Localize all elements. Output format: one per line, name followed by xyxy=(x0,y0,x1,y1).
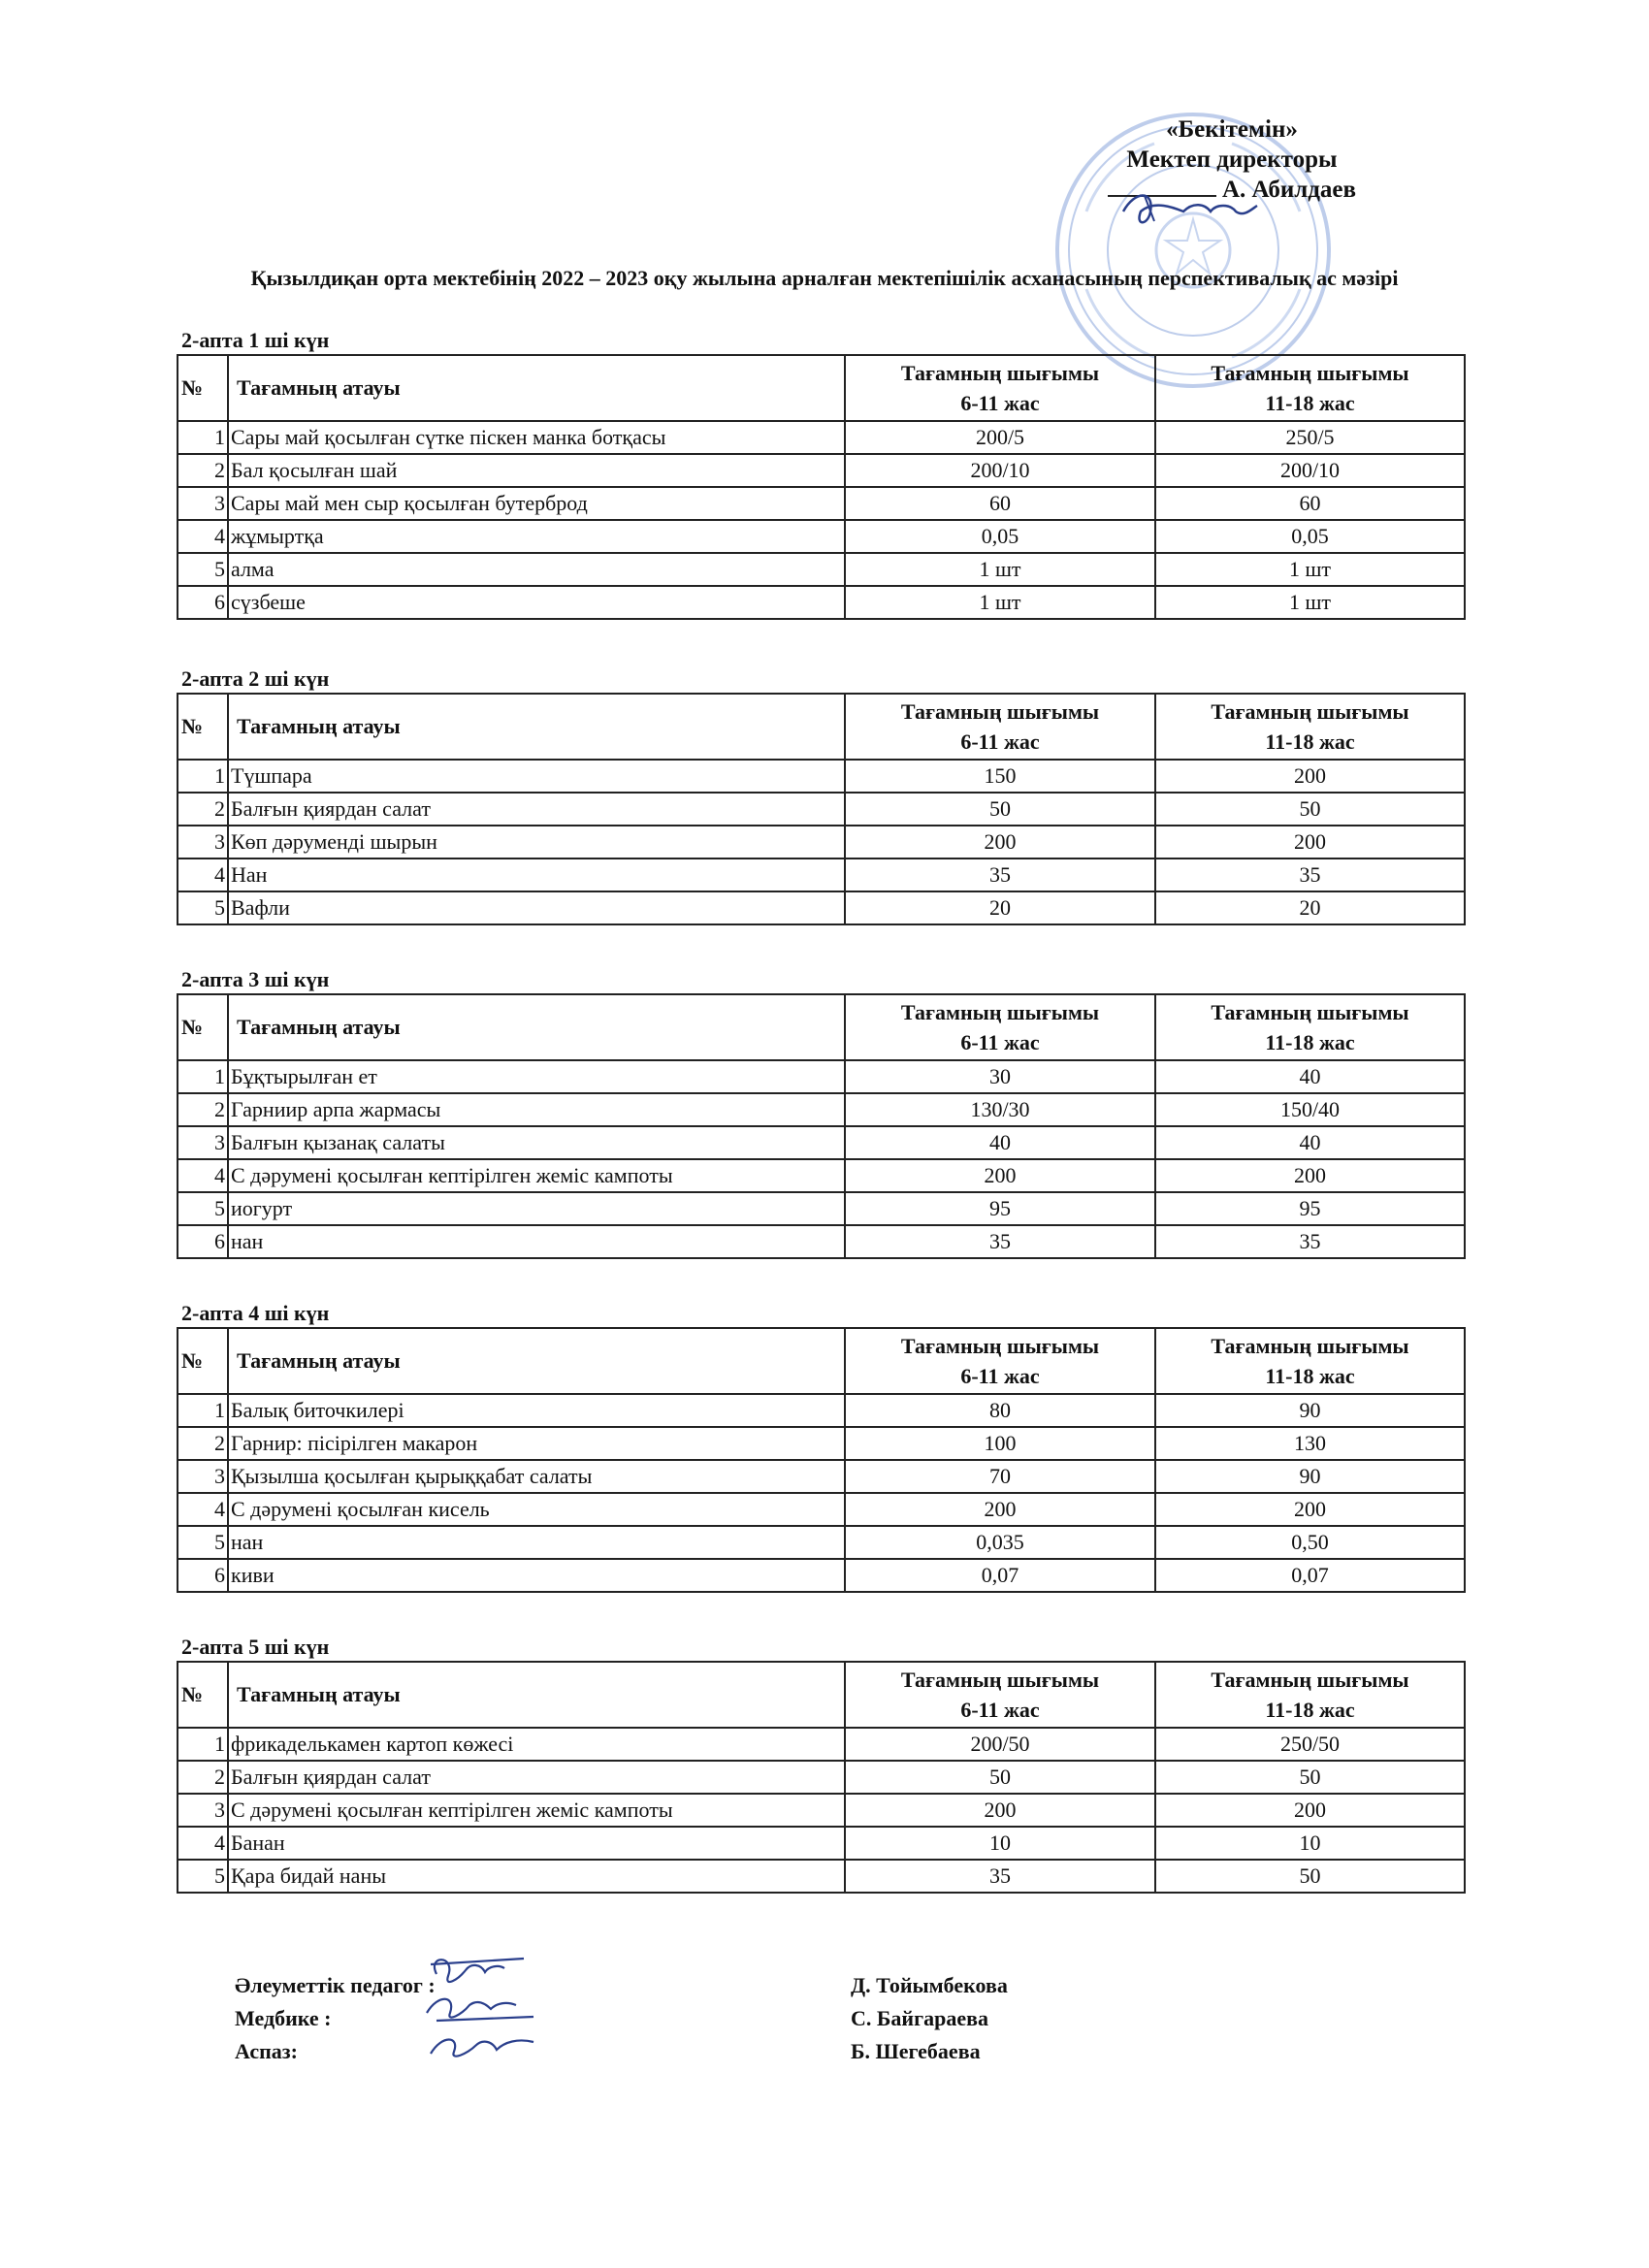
portion-11-18: 250/50 xyxy=(1155,1728,1465,1761)
dish-name: киви xyxy=(228,1559,845,1592)
header-line: Тағамның шығымы xyxy=(900,1000,1100,1024)
portion-6-11: 1 шт xyxy=(845,586,1155,619)
dish-name: Гарниир арпа жармасы xyxy=(228,1093,845,1126)
row-number: 4 xyxy=(178,520,228,553)
table-row xyxy=(178,520,1465,553)
row-number: 2 xyxy=(178,1761,228,1794)
menu-day-section xyxy=(177,1300,1464,1593)
column-header-dish: Тағамның атауы xyxy=(228,355,845,421)
portion-6-11: 200/10 xyxy=(845,454,1155,487)
portion-6-11: 35 xyxy=(845,1860,1155,1893)
row-number: 4 xyxy=(178,1827,228,1860)
header-line: 6-11 жас xyxy=(960,729,1040,754)
portion-6-11: 50 xyxy=(845,793,1155,826)
table-row xyxy=(178,1126,1465,1159)
row-number: 3 xyxy=(178,1126,228,1159)
table-header-row xyxy=(178,1662,1465,1728)
row-number: 1 xyxy=(178,1728,228,1761)
portion-11-18: 0,05 xyxy=(1155,520,1465,553)
column-header-number: № xyxy=(178,694,228,760)
row-number: 6 xyxy=(178,586,228,619)
portion-11-18: 95 xyxy=(1155,1192,1465,1225)
row-number: 2 xyxy=(178,454,228,487)
menu-day-section xyxy=(177,1634,1464,1894)
column-header-age-6-11 xyxy=(845,1662,1155,1728)
row-number: 5 xyxy=(178,1192,228,1225)
column-header-number: № xyxy=(178,1328,228,1394)
menu-day-section xyxy=(177,665,1464,925)
dish-name: иогурт xyxy=(228,1192,845,1225)
table-row xyxy=(178,859,1465,891)
row-number: 2 xyxy=(178,1093,228,1126)
portion-6-11: 200 xyxy=(845,1794,1155,1827)
portion-6-11: 20 xyxy=(845,891,1155,924)
portion-11-18: 1 шт xyxy=(1155,586,1465,619)
table-row xyxy=(178,1526,1465,1559)
table-row xyxy=(178,487,1465,520)
column-header-dish: Тағамның атауы xyxy=(228,1662,845,1728)
table-row xyxy=(178,421,1465,454)
portion-6-11: 60 xyxy=(845,487,1155,520)
portion-11-18: 40 xyxy=(1155,1126,1465,1159)
portion-6-11: 1 шт xyxy=(845,553,1155,586)
dish-name: С дәрумені қосылған кисель xyxy=(228,1493,845,1526)
document-title: Қызылдиқан орта мектебінің 2022 – 2023 оқу жылына арналған мектепішілік асханасының перспективалық ас мәзірі xyxy=(250,266,1399,290)
row-number: 5 xyxy=(178,1526,228,1559)
header-line: Тағамның шығымы xyxy=(1211,1000,1409,1024)
header-line: 11-18 жас xyxy=(1265,1364,1355,1388)
table-row xyxy=(178,793,1465,826)
row-number: 5 xyxy=(178,1860,228,1893)
portion-6-11: 150 xyxy=(845,760,1155,793)
row-number: 6 xyxy=(178,1225,228,1258)
row-number: 4 xyxy=(178,1493,228,1526)
portion-11-18: 90 xyxy=(1155,1460,1465,1493)
portion-6-11: 0,05 xyxy=(845,520,1155,553)
day-label: 2-апта 4 ші күн xyxy=(181,1301,330,1325)
signatory-name: Б. Шегебаева xyxy=(851,2039,981,2063)
day-label: 2-апта 3 ші күн xyxy=(181,967,330,991)
header-line: Тағамның шығымы xyxy=(900,1668,1100,1692)
signatory-row xyxy=(235,2002,1108,2035)
approval-position: Мектеп директоры xyxy=(1126,146,1338,173)
column-header-age-11-18 xyxy=(1155,355,1465,421)
row-number: 1 xyxy=(178,1394,228,1427)
portion-11-18: 200/10 xyxy=(1155,454,1465,487)
column-header-age-11-18 xyxy=(1155,994,1465,1060)
row-number: 1 xyxy=(178,760,228,793)
dish-name: Балық биточкилері xyxy=(228,1394,845,1427)
signatory-row xyxy=(235,1969,1108,2002)
table-header-row xyxy=(178,994,1465,1060)
portion-6-11: 200 xyxy=(845,1159,1155,1192)
menu-table xyxy=(177,693,1466,925)
portion-6-11: 95 xyxy=(845,1192,1155,1225)
dish-name: Нан xyxy=(228,859,845,891)
day-label: 2-апта 5 ші күн xyxy=(181,1635,330,1659)
column-header-dish: Тағамның атауы xyxy=(228,1328,845,1394)
table-row xyxy=(178,1728,1465,1761)
header-line: Тағамның шығымы xyxy=(1211,1668,1409,1692)
dish-name: жұмыртқа xyxy=(228,520,845,553)
row-number: 2 xyxy=(178,793,228,826)
dish-name: Гарнир: пісірілген макарон xyxy=(228,1427,845,1460)
portion-6-11: 40 xyxy=(845,1126,1155,1159)
dish-name: Балғын қиярдан салат xyxy=(228,793,845,826)
portion-11-18: 200 xyxy=(1155,1159,1465,1192)
portion-11-18: 250/5 xyxy=(1155,421,1465,454)
table-row xyxy=(178,586,1465,619)
dish-name: алма xyxy=(228,553,845,586)
portion-6-11: 50 xyxy=(845,1761,1155,1794)
column-header-age-6-11 xyxy=(845,994,1155,1060)
table-row xyxy=(178,1159,1465,1192)
column-header-age-11-18 xyxy=(1155,1662,1465,1728)
dish-name: Қызылша қосылған қырыққабат салаты xyxy=(228,1460,845,1493)
portion-11-18: 200 xyxy=(1155,760,1465,793)
table-row xyxy=(178,553,1465,586)
table-header-row xyxy=(178,355,1465,421)
row-number: 5 xyxy=(178,553,228,586)
table-row xyxy=(178,1225,1465,1258)
table-row xyxy=(178,1761,1465,1794)
row-number: 5 xyxy=(178,891,228,924)
dish-name: С дәрумені қосылған кептірілген жеміс кампоты xyxy=(228,1794,845,1827)
portion-11-18: 35 xyxy=(1155,1225,1465,1258)
table-row xyxy=(178,891,1465,924)
table-row xyxy=(178,1827,1465,1860)
dish-name: фрикаделькамен картоп көжесі xyxy=(228,1728,845,1761)
portion-11-18: 35 xyxy=(1155,859,1465,891)
dish-name: Балғын қызанақ салаты xyxy=(228,1126,845,1159)
table-header-row xyxy=(178,1328,1465,1394)
menu-table xyxy=(177,1327,1466,1593)
column-header-dish: Тағамның атауы xyxy=(228,994,845,1060)
portion-6-11: 200 xyxy=(845,826,1155,859)
portion-6-11: 10 xyxy=(845,1827,1155,1860)
header-line: 11-18 жас xyxy=(1265,1698,1355,1722)
table-row xyxy=(178,1794,1465,1827)
signatories-block xyxy=(235,1969,1108,2068)
portion-6-11: 200/5 xyxy=(845,421,1155,454)
header-line: Тағамның шығымы xyxy=(900,1334,1100,1358)
signatory-name: Д. Тойымбекова xyxy=(851,1973,1008,1997)
staff-signatures xyxy=(388,1945,543,2071)
portion-6-11: 200/50 xyxy=(845,1728,1155,1761)
table-header-row xyxy=(178,694,1465,760)
portion-11-18: 20 xyxy=(1155,891,1465,924)
dish-name: Сары май мен сыр қосылған бутерброд xyxy=(228,487,845,520)
dish-name: сүзбеше xyxy=(228,586,845,619)
day-label: 2-апта 2 ші күн xyxy=(181,666,330,691)
row-number: 1 xyxy=(178,1060,228,1093)
table-row xyxy=(178,1460,1465,1493)
row-number: 3 xyxy=(178,826,228,859)
dish-name: Балғын қиярдан салат xyxy=(228,1761,845,1794)
table-row xyxy=(178,1493,1465,1526)
column-header-number: № xyxy=(178,355,228,421)
menu-table xyxy=(177,993,1466,1259)
header-line: 6-11 жас xyxy=(960,1698,1040,1722)
portion-11-18: 150/40 xyxy=(1155,1093,1465,1126)
signatory-name: С. Байгараева xyxy=(851,2006,988,2030)
portion-6-11: 30 xyxy=(845,1060,1155,1093)
header-line: 6-11 жас xyxy=(960,1030,1040,1054)
dish-name: Сары май қосылған сүтке піскен манка ботқасы xyxy=(228,421,845,454)
column-header-number: № xyxy=(178,994,228,1060)
header-line: 6-11 жас xyxy=(960,391,1040,415)
menu-day-section xyxy=(177,966,1464,1259)
header-line: Тағамның шығымы xyxy=(1211,699,1409,724)
row-number: 3 xyxy=(178,1460,228,1493)
row-number: 3 xyxy=(178,1794,228,1827)
header-line: Тағамның шығымы xyxy=(900,699,1100,724)
dish-name: Банан xyxy=(228,1827,845,1860)
signatory-role: Медбике : xyxy=(235,2006,332,2030)
portion-6-11: 35 xyxy=(845,1225,1155,1258)
dish-name: Бал қосылған шай xyxy=(228,454,845,487)
row-number: 4 xyxy=(178,1159,228,1192)
column-header-age-6-11 xyxy=(845,1328,1155,1394)
portion-6-11: 200 xyxy=(845,1493,1155,1526)
portion-11-18: 90 xyxy=(1155,1394,1465,1427)
row-number: 1 xyxy=(178,421,228,454)
table-row xyxy=(178,1860,1465,1893)
menu-table xyxy=(177,1661,1466,1894)
table-row xyxy=(178,1427,1465,1460)
portion-11-18: 40 xyxy=(1155,1060,1465,1093)
portion-11-18: 50 xyxy=(1155,1860,1465,1893)
column-header-dish: Тағамның атауы xyxy=(228,694,845,760)
dish-name: С дәрумені қосылған кептірілген жеміс кампоты xyxy=(228,1159,845,1192)
dish-name: Қара бидай наны xyxy=(228,1860,845,1893)
table-row xyxy=(178,826,1465,859)
header-line: 11-18 жас xyxy=(1265,729,1355,754)
column-header-age-6-11 xyxy=(845,694,1155,760)
header-line: 11-18 жас xyxy=(1265,391,1355,415)
portion-6-11: 100 xyxy=(845,1427,1155,1460)
dish-name: нан xyxy=(228,1526,845,1559)
column-header-age-11-18 xyxy=(1155,694,1465,760)
table-row xyxy=(178,454,1465,487)
day-label: 2-апта 1 ші күн xyxy=(181,328,330,352)
table-row xyxy=(178,1060,1465,1093)
portion-11-18: 130 xyxy=(1155,1427,1465,1460)
portion-11-18: 200 xyxy=(1155,1493,1465,1526)
dish-name: Вафли xyxy=(228,891,845,924)
signatory-role: Әлеуметтік педагог : xyxy=(235,1973,436,1997)
signatory-role: Аспаз: xyxy=(235,2039,298,2063)
portion-11-18: 50 xyxy=(1155,1761,1465,1794)
director-name: А. Абилдаев xyxy=(1221,177,1356,203)
row-number: 6 xyxy=(178,1559,228,1592)
table-row xyxy=(178,1093,1465,1126)
dish-name: Түшпара xyxy=(228,760,845,793)
portion-6-11: 0,035 xyxy=(845,1526,1155,1559)
dish-name: Көп дәруменді шырын xyxy=(228,826,845,859)
portion-11-18: 0,07 xyxy=(1155,1559,1465,1592)
portion-6-11: 70 xyxy=(845,1460,1155,1493)
portion-11-18: 200 xyxy=(1155,1794,1465,1827)
portion-6-11: 130/30 xyxy=(845,1093,1155,1126)
portion-11-18: 200 xyxy=(1155,826,1465,859)
dish-name: нан xyxy=(228,1225,845,1258)
menu-day-section xyxy=(177,327,1464,620)
portion-6-11: 35 xyxy=(845,859,1155,891)
column-header-age-6-11 xyxy=(845,355,1155,421)
dish-name: Бұқтырылған ет xyxy=(228,1060,845,1093)
header-line: 6-11 жас xyxy=(960,1364,1040,1388)
table-row xyxy=(178,1192,1465,1225)
row-number: 4 xyxy=(178,859,228,891)
portion-11-18: 1 шт xyxy=(1155,553,1465,586)
table-row xyxy=(178,760,1465,793)
signatory-row xyxy=(235,2035,1108,2068)
portion-11-18: 50 xyxy=(1155,793,1465,826)
row-number: 3 xyxy=(178,487,228,520)
portion-11-18: 0,50 xyxy=(1155,1526,1465,1559)
table-row xyxy=(178,1559,1465,1592)
header-line: Тағамның шығымы xyxy=(900,361,1100,385)
header-line: Тағамның шығымы xyxy=(1211,1334,1409,1358)
row-number: 2 xyxy=(178,1427,228,1460)
portion-6-11: 80 xyxy=(845,1394,1155,1427)
column-header-age-11-18 xyxy=(1155,1328,1465,1394)
column-header-number: № xyxy=(178,1662,228,1728)
director-signature xyxy=(1116,182,1261,237)
table-row xyxy=(178,1394,1465,1427)
header-line: 11-18 жас xyxy=(1265,1030,1355,1054)
header-line: Тағамның шығымы xyxy=(1211,361,1409,385)
menu-table xyxy=(177,354,1466,620)
approval-title: «Бекітемін» xyxy=(1166,116,1298,143)
portion-6-11: 0,07 xyxy=(845,1559,1155,1592)
portion-11-18: 60 xyxy=(1155,487,1465,520)
portion-11-18: 10 xyxy=(1155,1827,1465,1860)
